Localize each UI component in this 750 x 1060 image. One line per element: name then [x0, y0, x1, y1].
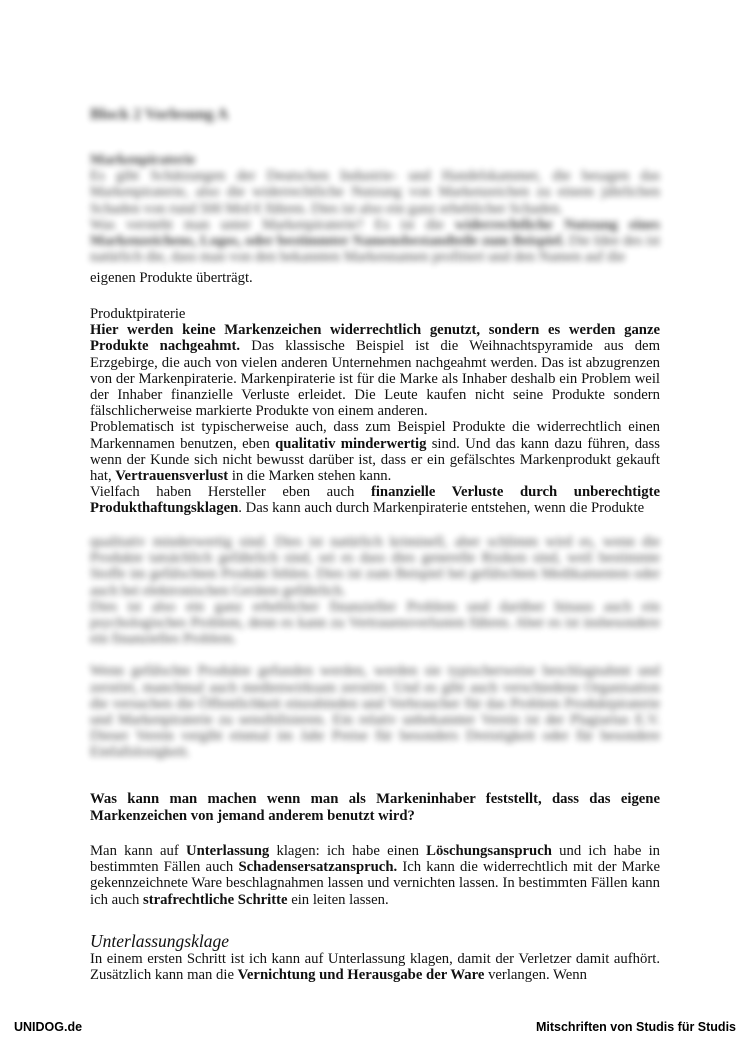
question-heading: Was kann man machen wenn man als Markeninhaber feststellt, dass das eigene Markenzeichen von jemand anderem benutzt wird? [90, 791, 660, 824]
paragraph: Es gibt Schätzungen der Deutschen Industrie- und Handelskammer, die besagen das Markenpiraterie, also die widerrechtliche Nutzung von Markenzeichen zu einem jährlichen Schaden von rund 500 Mrd € führen. Dies ist also ein ganz erheblicher Schaden. [90, 168, 660, 217]
bold-text: qualitativ minderwertig [275, 435, 427, 452]
paragraph [90, 484, 660, 516]
document-title: Block 2 Vorlesung A [90, 106, 229, 123]
text-span: verlangen. Wenn [488, 967, 587, 984]
produktpiraterie-section [90, 306, 660, 517]
bold-text: Schadensersatzanspruch. [238, 859, 398, 876]
text-span: klagen: ich habe einen [276, 843, 419, 859]
text-span: Vielfach haben Hersteller eben auch [90, 484, 355, 501]
bold-text: strafrechtliche Schritte [143, 891, 288, 908]
blurred-paragraphs [90, 534, 660, 761]
text-span: Das klassische Beispiel ist die Weihnachtspyramide aus dem Erzgebirge, die auch von vielen anderen Unternehmen nachgeahmt werden. Das ist abzugrenzen von der Markenpiraterie. Markenpiraterie ist für die Marke als Inhaber deshalb ein Problem weil der Inhaber finanzielle Verluste erleidet. Die Leute kaufen nicht seine Produkte sondern fälschlicherweise markierte Produkte von einem anderen. [90, 338, 661, 420]
paragraph: Dies ist also ein ganz erheblicher finanzieller Problem und darüber hinaus auch ein psychologisches Problem, denn es kann zu Vertrauensverlusten führen. Aber es ist insbesondere ein finanzielles Problem. [90, 598, 660, 648]
text-span: Man kann auf [90, 843, 179, 859]
text-span: ein leiten lassen. [291, 891, 389, 908]
bold-text: Vertrauensverlust [115, 468, 229, 485]
text-span: Die Idee des ist natürlich die, dass man von den bekannten Markennamen profitiert und den Namen auf die [90, 233, 661, 266]
paragraph: qualitativ minderwertig sind. Dies ist natürlich kriminell, aber schlimm wird es, wenn die Produkte tatsächlich gefährlich sind, sei es dass dies generelle Risiken sind, weil bestimmte Stoffe im gefälschten Produkt fehlen. Dies ist zum Beispiel bei gefälschten Medikamenten oder auch bei elektronischen Geräten gefährlich. [90, 534, 660, 599]
footer-tagline: Mitschriften von Studis für Studis [535, 1020, 736, 1034]
text-span: in die Marken stehen kann. [231, 468, 392, 485]
footer-site-link[interactable]: UNIDOG.de [14, 1020, 83, 1034]
visible-line: eigenen Produkte überträgt. [90, 270, 253, 286]
text-span: In einem ersten Schritt ist ich kann auf Unterlassung klagen, damit der Verletzer damit aufhört. Zusätzlich kann man die [90, 951, 660, 984]
bold-text: Unterlassung [185, 843, 270, 859]
paragraph: Wenn gefälschte Produkte gefunden werden, werden sie typischerweise beschlagnahmt und zerstört, manchmal auch medienwirksam zerstört. Und es gibt auch verschiedene Organisation die versuchen die Öffentlichkeit einzubinden und Verbraucher für das Problem Produktpiraterie und Markenpiraterie zu sensibilisieren. Ein relativ unbekannter Verein ist der Plagiarius E.V. Dieser Verein vergibt einmal im Jahr Preise für besonders Dreistigkeit oder für besondere Einfallslosigkeit. [90, 663, 660, 761]
text-span: und ich habe in bestimmten Fällen auch [90, 843, 661, 876]
paragraph [90, 419, 660, 484]
text-span: sind. Und das kann dazu führen, dass wenn der Kunde sich nicht bewusst darüber ist, dass er ein gefälschtes Markenprodukt gekauft hat, [90, 435, 660, 485]
text-span: Problematisch ist typischerweise auch, dass zum Beispiel Produkte die widerrechtlich einen Markennamen benutzen, eben [90, 419, 660, 452]
bold-text: Vernichtung und Herausgabe der Ware [237, 967, 485, 984]
markenpiraterie-section [90, 152, 660, 265]
bold-text: Löschungsanspruch [426, 843, 552, 859]
paragraph [90, 217, 660, 266]
bold-text: widerrechtliche Nutzung eines Markenzeichens, Logos, oder bestimmter Namensbestandteile zum Beispiel. [90, 216, 661, 250]
bold-text: Hier werden keine Markenzeichen widerrechtlich genutzt, sondern es werden ganze Produkte nachgeahmt. [90, 322, 660, 355]
text-span: Ich kann die widerrechtlich mit der Marke gekennzeichnete Ware beschlagnahmen lassen und vernichten lassen. In bestimmten Fällen kann ich auch [90, 859, 660, 908]
section-heading-produktpiraterie: Produktpiraterie [90, 306, 186, 322]
section-heading-markenpiraterie: Markenpiraterie [90, 152, 196, 168]
text-span: Was versteht man unter Markenpiraterie? Es ist die [90, 216, 444, 233]
bold-text: finanzielle Verluste durch unberechtigte Produkthaftungsklagen [90, 484, 660, 517]
paragraph [90, 951, 660, 983]
text-span: . Das kann auch durch Markenpiraterie entstehen, wenn die Produkte [238, 500, 645, 517]
paragraph [90, 322, 660, 419]
answer-paragraph [90, 843, 660, 908]
section-heading-unterlassungsklage: Unterlassungsklage [90, 931, 230, 951]
